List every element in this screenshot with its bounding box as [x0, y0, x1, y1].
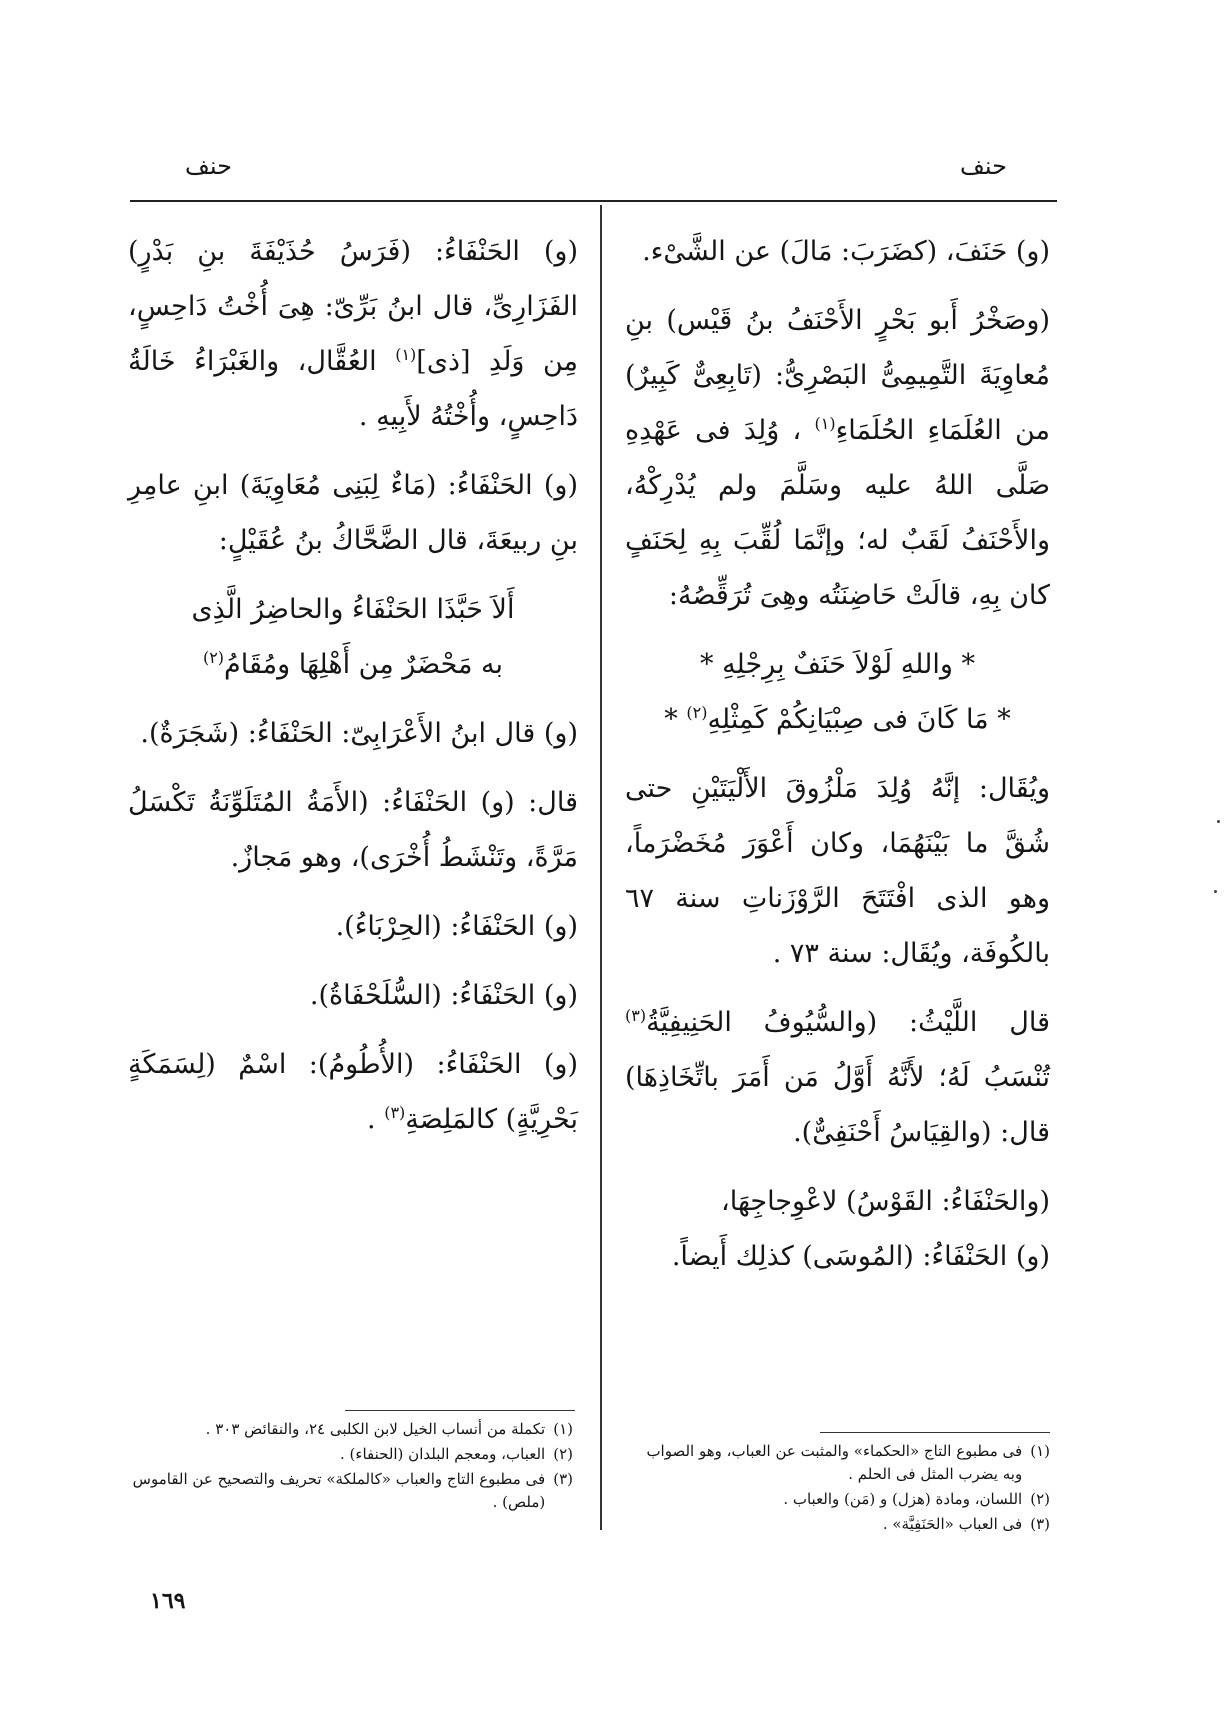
entry-text: (و) الحَنْفَاءُ: (المُوسَى) كذلِك أَيضاً. — [671, 1241, 1050, 1272]
entry-tree — [128, 706, 578, 761]
footnotes-left — [128, 1418, 573, 1516]
footnote — [640, 1440, 1050, 1486]
footnote-ref: (٣) — [384, 1103, 406, 1122]
left-column — [128, 224, 578, 1161]
verse-line-2 — [625, 692, 1050, 747]
running-header-left: حنف — [185, 152, 232, 180]
footnote-number: (٢) — [553, 1445, 573, 1463]
footnote-rule-left — [345, 1410, 575, 1411]
entry-text: (وصَخْرُ أَبو بَحْرٍ الأَحْنَفُ بنُ قَيْس) بنِ مُعاوِيَةَ التَّمِيمِىُّ البَصْرِىُّ: (تَابِعِىٌّ كَبِيرٌ) من العُلَمَاءِ الحُلَمَاءِ — [625, 305, 1050, 446]
entry-slave-woman — [128, 775, 578, 885]
footnote — [640, 1488, 1050, 1511]
entry-chameleon — [128, 899, 578, 954]
footnotes-right — [640, 1440, 1050, 1538]
right-column — [625, 224, 1050, 1298]
entry-swords — [625, 995, 1050, 1160]
footnote — [128, 1443, 573, 1466]
entry-turtle — [128, 968, 578, 1023]
entry-text: (و) الحَنْفَاءُ: (الأُطُومُ): اسْمٌ (لِسَمَكَةٍ بَحْرِيَّةٍ) كالمَلِصَةِ — [128, 1049, 578, 1135]
footnote-text: فى مطبوع التاج «الحكماء» والمثبت عن العباب، وهو الصواب وبه يضرب المثل فى الحلم . — [646, 1442, 1023, 1483]
footnote-text: فى العباب «الحَنَفِيَّة» . — [882, 1515, 1023, 1533]
scan-speck — [1214, 890, 1217, 893]
verse-line-1: * واللهِ لَوْلاَ حَنَفٌ بِرِجْلِهِ * — [700, 649, 975, 680]
entry-hanafa — [625, 224, 1050, 279]
entry-text: قال اللَّيْثُ: (والسُّيُوفُ الحَنِيفِيَّةُ — [646, 1007, 1050, 1038]
entry-al-ahnaf — [625, 293, 1050, 623]
entry-text: (و) الحَنْفَاءُ: (مَاءٌ لِبَنِى مُعَاوِيَةَ) ابنِ عامِرِ بنِ ربيعَةَ، قال الضَّحَّاكُ بنُ عُقَيْلٍ: — [128, 470, 578, 556]
header-rule — [130, 200, 1057, 202]
entry-text: (والحَنْفَاءُ: القَوْسُ) لاعْوِجاجِهَا، — [721, 1186, 1050, 1217]
entry-water — [128, 458, 578, 568]
verse-text: به مَحْضَرٌ مِن أَهْلِهَا ومُقَامُ — [224, 649, 504, 680]
entry-bow — [625, 1174, 1050, 1284]
entry-text: (و) الحَنْفَاءُ: (فَرَسُ حُذَيْفَةَ بنِ بَدْرٍ) الفَزَارِىِّ، قال ابنُ بَرِّىّ: هِىَ أُخْتُ دَاحِسٍ، مِن وَلَدِ [ذى] — [128, 236, 579, 377]
footnote — [128, 1418, 573, 1441]
entry-punct: . — [367, 1104, 376, 1135]
footnote-rule-right — [820, 1432, 1050, 1433]
entry-text: تُنْسَبُ لَهُ؛ لأَنَّهُ أَوَّلُ مَن أَمَرَ باتِّخَاذِهَا) قال: (والقِيَاسُ أَحْنَفِىٌّ). — [625, 1062, 1050, 1148]
footnote-text: العباب، ومعجم البلدان (الحنفاء) . — [340, 1445, 546, 1463]
entry-text: (و) الحَنْفَاءُ: (الحِرْبَاءُ). — [335, 911, 578, 942]
entry-text: وُلِدَ فى عَهْدِهِ صَلَّى اللهُ عليه وسَلَّمَ ولم يُدْرِكْهُ، والأَحْنَفُ لَقَبٌ له؛ وإنَّمَا لُقِّبَ بِهِ لِحَنَفٍ كان بِهِ، قالَتْ حَاضِنَتُه وهِىَ تُرَقِّصُهُ: — [625, 415, 1050, 611]
entry-sea-fish — [128, 1037, 578, 1147]
scan-speck — [1217, 820, 1220, 823]
entry-text: ويُقَال: إنَّهُ وُلِدَ مَلْزُوقَ الأَلْيَتَيْنِ حتى شُقَّ ما بَيْنَهُمَا، وكان أَعْوَرَ مُخَضْرَماً، وهو الذى افْتَتَحَ الرَّوْزَناتِ سنة ٦٧ بالكُوفَة، ويُقَال: سنة ٧٣ . — [625, 773, 1050, 969]
verse-text: * مَا كَانَ فى صِبْيَانِكُمْ كَمِثْلِهِ — [707, 704, 1011, 735]
footnote-number: (٣) — [553, 1470, 573, 1488]
verse-end: * — [664, 704, 678, 735]
footnote-ref: (٣) — [625, 1006, 647, 1025]
footnote-number: (٢) — [1030, 1490, 1050, 1508]
entry-text: (و) الحَنْفَاءُ: (السُّلَحْفَاةُ). — [309, 980, 578, 1011]
entry-text: قال: (و) الحَنْفَاءُ: (الأَمَةُ المُتَلَوِّنَةُ تَكْسَلُ مَرَّةً، وتَنْشَطُ أُخْرَى)، وهو مَجازٌ. — [128, 787, 578, 873]
footnote-ref: (٢) — [202, 648, 225, 667]
page-number: ١٦٩ — [150, 1588, 186, 1614]
entry-horse — [128, 224, 578, 444]
footnote-text: اللسان، ومادة (هزل) و (مَن) والعباب . — [783, 1490, 1023, 1508]
verse-line-2 — [128, 637, 578, 692]
footnote-number: (٣) — [1030, 1515, 1050, 1533]
verse-line-1: أَلاَ حَبَّذَا الحَنْفَاءُ والحاضِرُ الَّذِى — [191, 594, 515, 625]
footnote-ref: (١) — [814, 414, 836, 433]
entry-text: العُقَّال، والغَبْرَاءُ خَالَةُ دَاحِسٍ، وأُخْتُهُ لأَبِيهِ . — [128, 346, 578, 432]
footnote-text: فى مطبوع التاج والعباب «كالملكة» تحريف والتصحيح عن القاموس (ملص) . — [132, 1470, 546, 1511]
column-divider — [600, 205, 602, 1530]
entry-text: (و) حَنَفَ، (كضَرَبَ: مَالَ) عن الشَّىْء. — [642, 236, 1050, 267]
verse-block — [625, 637, 1050, 747]
footnote-ref: (١) — [395, 345, 417, 364]
footnote-number: (١) — [553, 1420, 573, 1438]
footnote — [128, 1468, 573, 1514]
verse-block — [128, 582, 578, 692]
entry-birth — [625, 761, 1050, 981]
entry-punct: ، — [792, 415, 802, 446]
footnote-ref: (٢) — [686, 703, 708, 722]
footnote — [640, 1513, 1050, 1536]
footnote-number: (١) — [1030, 1442, 1050, 1460]
footnote-text: تكملة من أنساب الخيل لابن الكلبى ٢٤، والنقائض ٣٠٣ . — [205, 1420, 546, 1438]
entry-text: (و) قال ابنُ الأَعْرَابِىّ: الحَنْفَاءُ: (شَجَرَةٌ). — [140, 718, 578, 749]
running-header-right: حنف — [960, 152, 1007, 180]
